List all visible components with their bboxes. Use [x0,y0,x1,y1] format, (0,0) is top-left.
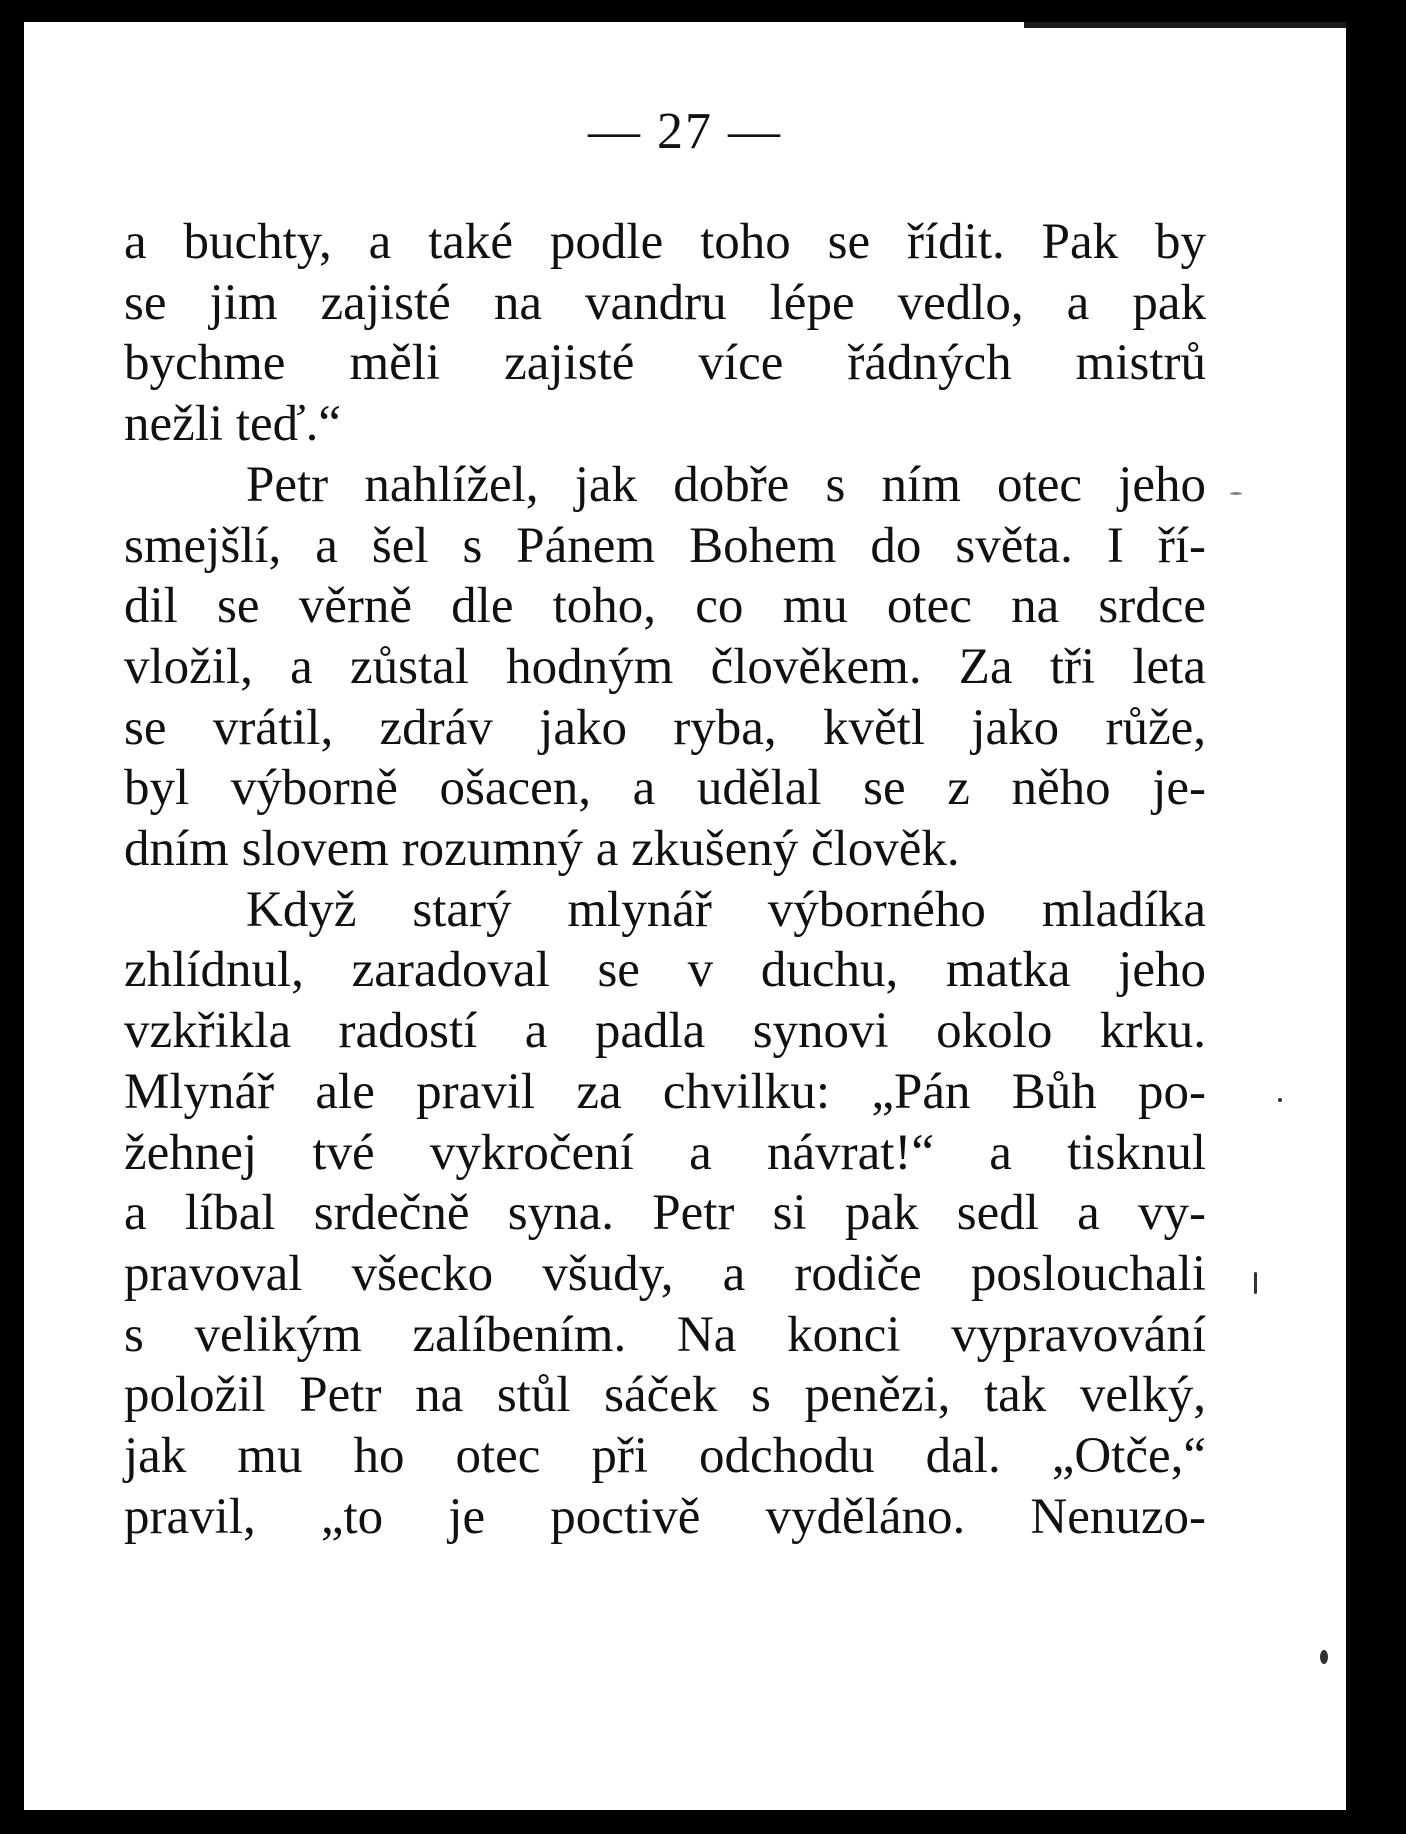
text-line: položil Petr na stůl sáček s penězi, tak velký, [124,1367,1206,1424]
text-line: nežli teď.“ [124,396,342,453]
text-line: Petr nahlížel, jak dobře s ním otec jeho [246,456,1206,513]
book-page [24,22,1346,1810]
text-line: a líbal srdečně syna. Petr si pak sedl a vy- [124,1185,1206,1242]
text-line: se jim zajisté na vandru lépe vedlo, a pak [124,274,1206,331]
text-line: dil se věrně dle toho, co mu otec na srdce [124,578,1206,635]
text-line: pravoval všecko všudy, a rodiče poslouchali [124,1245,1206,1302]
text-line: jak mu ho otec při odchodu dal. „Otče,“ [124,1428,1206,1485]
text-line: smejšlí, a šel s Pánem Bohem do světa. I ří- [124,517,1206,574]
page-number: — 27 — [588,103,782,160]
text-line: se vrátil, zdráv jako ryba, květl jako růže, [124,699,1206,756]
text-line: Když starý mlynář výborného mladíka [246,881,1206,938]
text-line: a buchty, a také podle toho se řídit. Pak by [124,214,1206,270]
text-line: bychme měli zajisté více řádných mistrů [124,335,1206,392]
print-speck [1254,1272,1257,1294]
text-line: zhlídnul, zaradoval se v duchu, matka jeho [124,942,1206,999]
text-line: byl výborně ošacen, a udělal se z něho je- [124,760,1206,817]
text-line: dním slovem rozumný a zkušený člověk. [124,821,960,878]
print-speck [1320,1650,1328,1664]
text-line: pravil, „to je poctivě vyděláno. Nenuzo- [124,1488,1206,1545]
text-line: vložil, a zůstal hodným člověkem. Za tři leta [124,638,1206,695]
text-line: žehnej tvé vykročení a návrat!“ a tisknul [124,1124,1206,1181]
body-text [124,212,1206,1547]
text-line: s velikým zalíbením. Na konci vypravování [124,1306,1206,1363]
print-speck [1230,492,1242,495]
text-line: Mlynář ale pravil za chvilku: „Pán Bůh po- [124,1063,1206,1120]
print-speck [1278,1098,1282,1102]
text-line: vzkřikla radostí a padla synovi okolo krku. [124,1003,1206,1060]
top-rule [1024,22,1346,28]
